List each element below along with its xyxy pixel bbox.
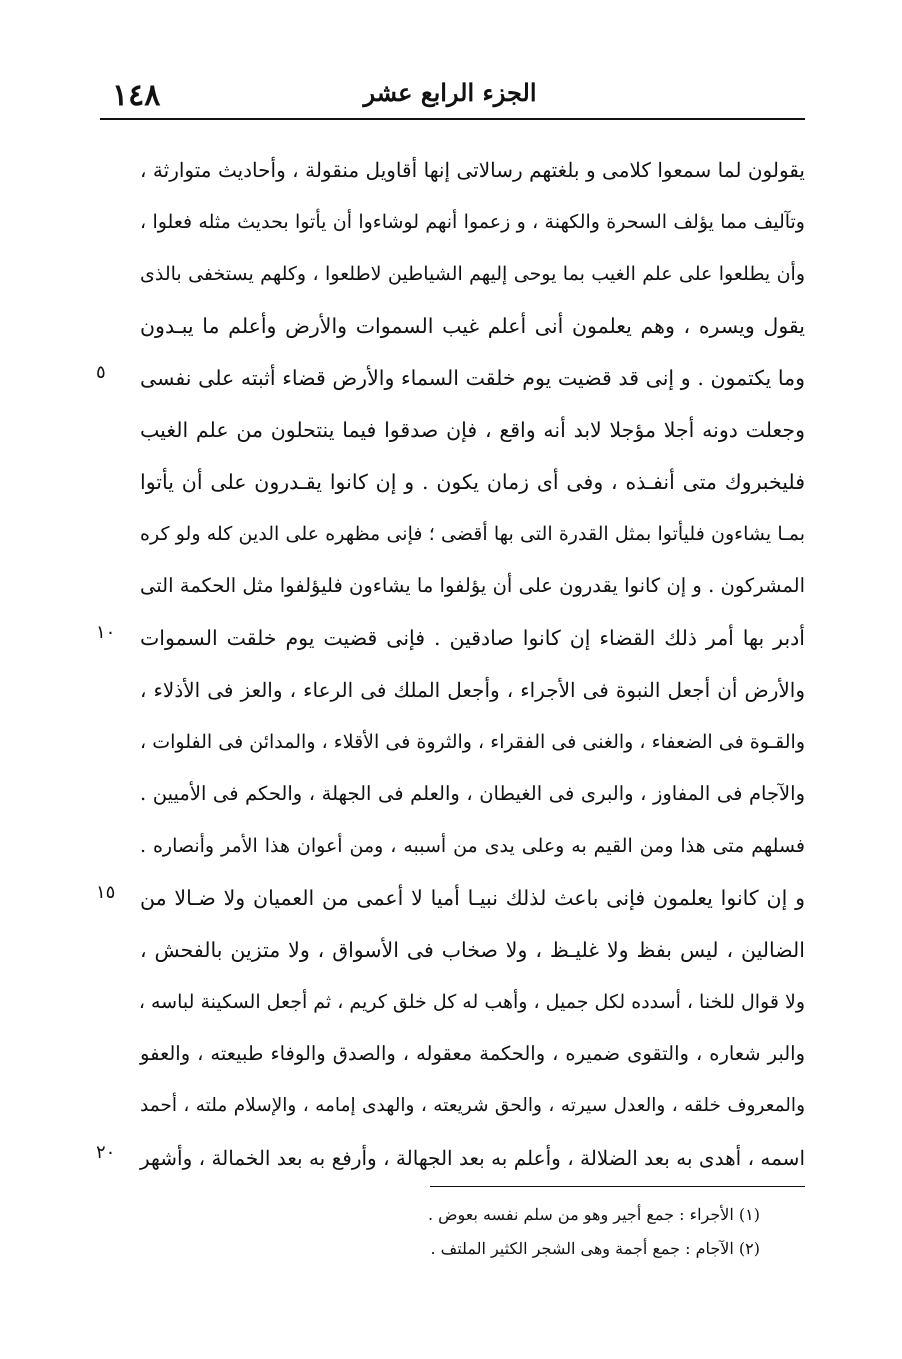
line-number-5: ٥ — [96, 362, 106, 383]
page-number: ١٤٨ — [112, 78, 161, 113]
text-line: وجعلت دونه أجلا مؤجلا لابد أنه واقع ، فإن صدقوا فيما ينتحلون من علم الغيب — [140, 418, 805, 442]
line-number-15: ١٥ — [96, 882, 116, 903]
text-line: اسمه ، أهدى به بعد الضلالة ، وأعلم به بعد الجهالة ، وأرفع به بعد الخمالة ، وأشهر — [140, 1146, 805, 1170]
text-line: فليخبروك متى أنفـذه ، وفى أى زمان يكون . و إن كانوا يقـدرون على أن يأتوا — [140, 470, 805, 494]
text-line: ولا قوال للخنا ، أسدده لكل جميل ، وأهب له كل خلق كريم ، ثم أجعل السكينة لباسه ، — [138, 991, 805, 1013]
body-text — [140, 144, 805, 1184]
text-line: وأن يطلعوا على علم الغيب بما يوحى إليهم الشياطين لاطلعوا ، وكلهم يستخفى بالذى — [140, 263, 805, 285]
text-line: المشركون . و إن كانوا يقدرون على أن يؤلفوا ما يشاءون فليؤلفوا مثل الحكمة التى — [140, 574, 805, 597]
text-line: والأرض أن أجعل النبوة فى الأجراء ، وأجعل الملك فى الرعاء ، والعز فى الأذلاء ، — [140, 678, 805, 702]
footnote-1: (١) الأجراء : جمع أجير وهو من سلم نفسه بعوض . — [427, 1205, 760, 1224]
text-line: والقـوة فى الضعفاء ، والغنى فى الفقراء ، والثروة فى الأقلاء ، والمدائن فى الفلوات ، — [140, 731, 805, 753]
text-line: أدبر بها أمر ذلك القضاء إن كانوا صادقين . فإنى قضيت يوم خلقت السموات — [140, 626, 805, 650]
text-line: والبر شعاره ، والتقوى ضميره ، والحكمة معقوله ، والصدق والوفاء طبيعته ، والعفو — [140, 1042, 805, 1065]
text-line: فسلهم متى هذا ومن القيم به وعلى يدى من أسببه ، ومن أعوان هذا الأمر وأنصاره . — [140, 835, 805, 857]
running-head: الجزء الرابع عشر — [363, 78, 537, 107]
header-rule — [100, 118, 805, 120]
line-number-20: ٢٠ — [96, 1142, 116, 1163]
text-line: بمـا يشاءون فليأتوا بمثل القدرة التى بها أقضى ؛ فإنى مظهره على الدين كله ولو كره — [140, 523, 805, 545]
text-line: يقول ويسره ، وهم يعلمون أنى أعلم غيب السموات والأرض وأعلم ما يبـدون — [140, 314, 805, 338]
line-number-10: ١٠ — [96, 622, 116, 643]
text-line: وتآليف مما يؤلف السحرة والكهنة ، و زعموا أنهم لوشاءوا أن يأتوا بحديث مثله فعلوا ، — [140, 211, 805, 233]
text-line: والمعروف خلقه ، والعدل سيرته ، والحق شريعته ، والهدى إمامه ، والإسلام ملته ، أحمد — [140, 1095, 805, 1116]
footnotes — [400, 1198, 760, 1266]
text-line: والآجام فى المفاوز ، والبرى فى الغيطان ، والعلم فى الجهلة ، والحكم فى الأميين . — [140, 782, 805, 805]
text-line: الضالين ، ليس بفظ ولا غليـظ ، ولا صخاب فى الأسواق ، ولا متزين بالفحش ، — [140, 938, 805, 962]
text-line: وما يكتمون . و إنى قد قضيت يوم خلقت السماء والأرض قضاء أثبته على نفسى — [140, 366, 805, 390]
text-line: يقولون لما سمعوا كلامى و بلغتهم رسالاتى إنها أقاويل منقولة ، وأحاديث متوارثة ، — [140, 158, 805, 182]
footnote-rule — [430, 1186, 805, 1187]
footnote-2: (٢) الآجام : جمع أجمة وهى الشجر الكثير الملتف . — [430, 1239, 760, 1258]
text-line: و إن كانوا يعلمون فإنى باعث لذلك نبيـا أميا لا أعمى من العميان ولا ضـالا من — [140, 886, 805, 910]
